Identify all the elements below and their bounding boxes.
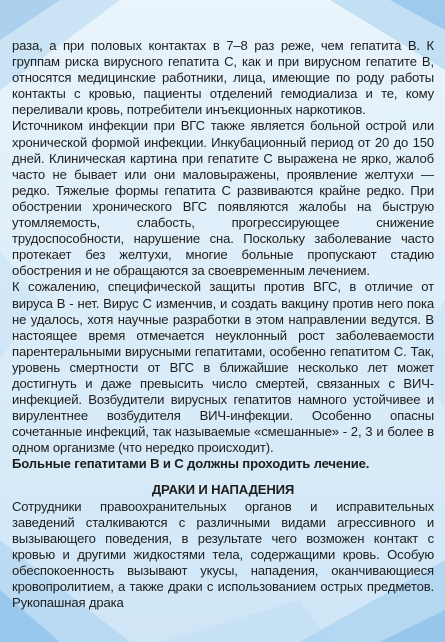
document-page bbox=[12, 38, 434, 611]
paragraph-fights: Сотрудники правоохранительных органов и исправительных заведений сталкиваются с различными видами агрессивного и вызывающего поведения, в результате чего возможен контакт с кровью и другими жидкостями тела, содержащими кровь. Особую обеспокоенность вызывают укусы, нападения, оканчивающиеся кровопролитием, а также драки с использованием острых предметов. Рукопашная драка bbox=[12, 498, 434, 611]
bold-statement: Больные гепатитами В и С должны проходить лечение. bbox=[12, 456, 370, 472]
paragraph-infection-source: Источником инфекции при ВГС также является больной острой или хронической формой инфекции. Инкубационный период от 20 до 150 дней. Клиническая картина при гепатите С выражена не ярко, жалоб часто не бывает или они маловыражены, проявление желтухи — редко. Тяжелые формы гепатита С развиваются крайне редко. При обострении хронического ВГС появляются жалобы на быструю утомляемость, слабость, прогрессирующее снижение трудоспособности, нарушение сна. Поскольку заболевание часто протекает без желтухи, многие больные пропускают стадию обострения и не обращаются за своевременным лечением. bbox=[12, 118, 434, 279]
section-heading: ДРАКИ И НАПАДЕНИЯ bbox=[151, 481, 295, 497]
paragraph-risk-groups: раза, а при половых контактах в 7–8 раз реже, чем гепатита В. К группам риска вирусного гепатита С, как и при вирусном гепатите В, относятся медицинские работники, лица, имеющие по роду работы контакты с кровью, пациенты отделений гемодиализа и те, кому переливали кровь, потребители инъекционных наркотиков. bbox=[12, 38, 434, 118]
paragraph-no-vaccine: К сожалению, специфической защиты против ВГС, в отличие от вируса В - нет. Вирус С изменчив, и создать вакцину против него пока не удалось, хотя научные разработки в этом направлении ведутся. В настоящее время отмечается неуклонный рост заболеваемости парентеральными вирусными гепатитами, особенно гепатитом С. Так, уровень смертности от ВГС в ближайшие несколько лет может достигнуть и даже превысить число смертей, связанных с ВИЧ-инфекцией. Возбудители вирусных гепатитов намного устойчивее и вирулентнее возбудителя ВИЧ-инфекции. Особенно опасны сочетанные инфекций, так называемые «смешанные» - 2, 3 и более в одном организме (что нередко происходит). bbox=[12, 279, 434, 456]
